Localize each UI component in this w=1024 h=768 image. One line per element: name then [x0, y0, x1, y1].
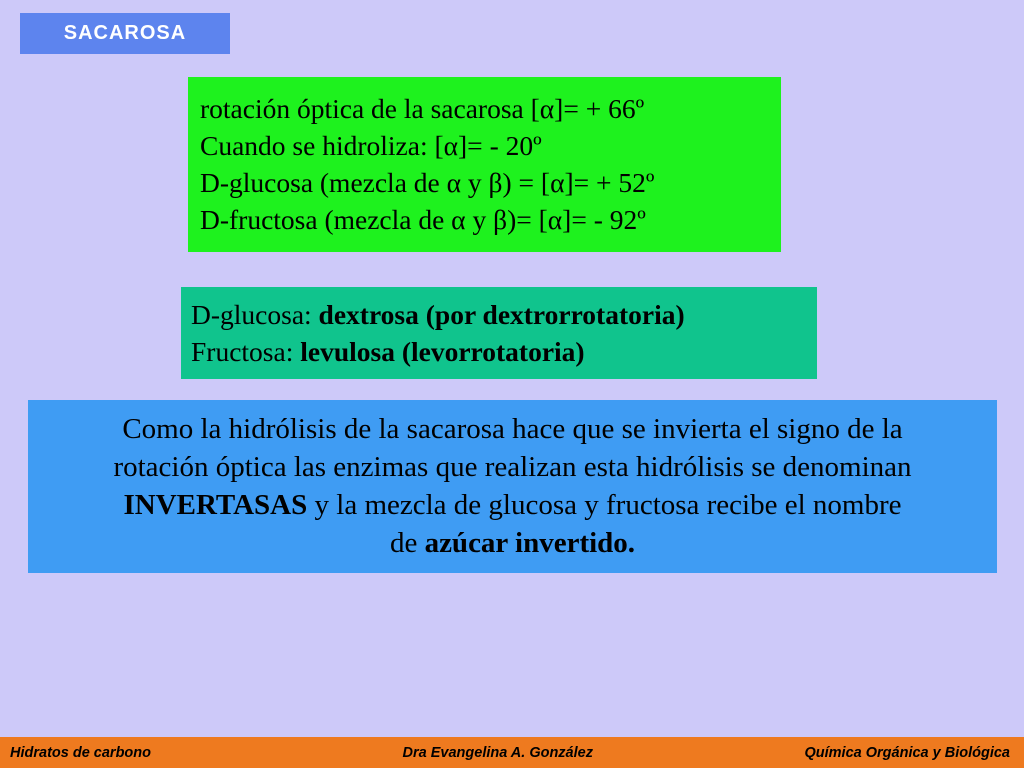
- rotation-line-hidrolizada: Cuando se hidroliza: [α]= - 20º: [200, 130, 542, 161]
- invertasa-line-4: [36, 524, 989, 562]
- azucar-invertido-term: azúcar invertido.: [424, 527, 636, 559]
- rotation-line-glucosa: D-glucosa (mezcla de α y β) = [α]= + 52º: [200, 167, 655, 198]
- glucosa-label: D-glucosa:: [191, 299, 319, 330]
- rotation-line-sacarosa: rotación óptica de la sacarosa [α]= + 66º: [200, 93, 645, 124]
- invertasa-line-3: [36, 486, 989, 524]
- footer-author: Dra Evangelina A. González: [402, 744, 593, 761]
- footer-course: Química Orgánica y Biológica: [804, 744, 1010, 761]
- invertasa-box: [28, 400, 997, 573]
- slide-title: [20, 13, 230, 54]
- invertasa-line-1: Como la hidrólisis de la sacarosa hace que se invierta el signo de la: [122, 413, 903, 445]
- invertasa-line-3-rest: y la mezcla de glucosa y fructosa recibe el nombre: [307, 489, 902, 521]
- footer-bar: [0, 737, 1024, 768]
- invertasa-line-2: rotación óptica las enzimas que realizan esta hidrólisis se denominan: [113, 451, 912, 483]
- fructosa-name-line: [191, 333, 817, 370]
- rotation-line-fructosa: D-fructosa (mezcla de α y β)= [α]= - 92º: [200, 204, 646, 235]
- footer-topic: Hidratos de carbono: [10, 744, 151, 761]
- fructosa-name: levulosa (levorrotatoria): [300, 336, 585, 367]
- rotation-box: [188, 77, 781, 252]
- names-box: [181, 287, 817, 379]
- fructosa-label: Fructosa:: [191, 336, 301, 367]
- invertasas-term: INVERTASAS: [123, 489, 308, 521]
- slide-title-text: SACAROSA: [63, 22, 187, 44]
- glucosa-name-line: [191, 296, 817, 333]
- invertasa-line-4-prefix: de: [389, 527, 425, 559]
- glucosa-name: dextrosa (por dextrorrotatoria): [318, 299, 685, 330]
